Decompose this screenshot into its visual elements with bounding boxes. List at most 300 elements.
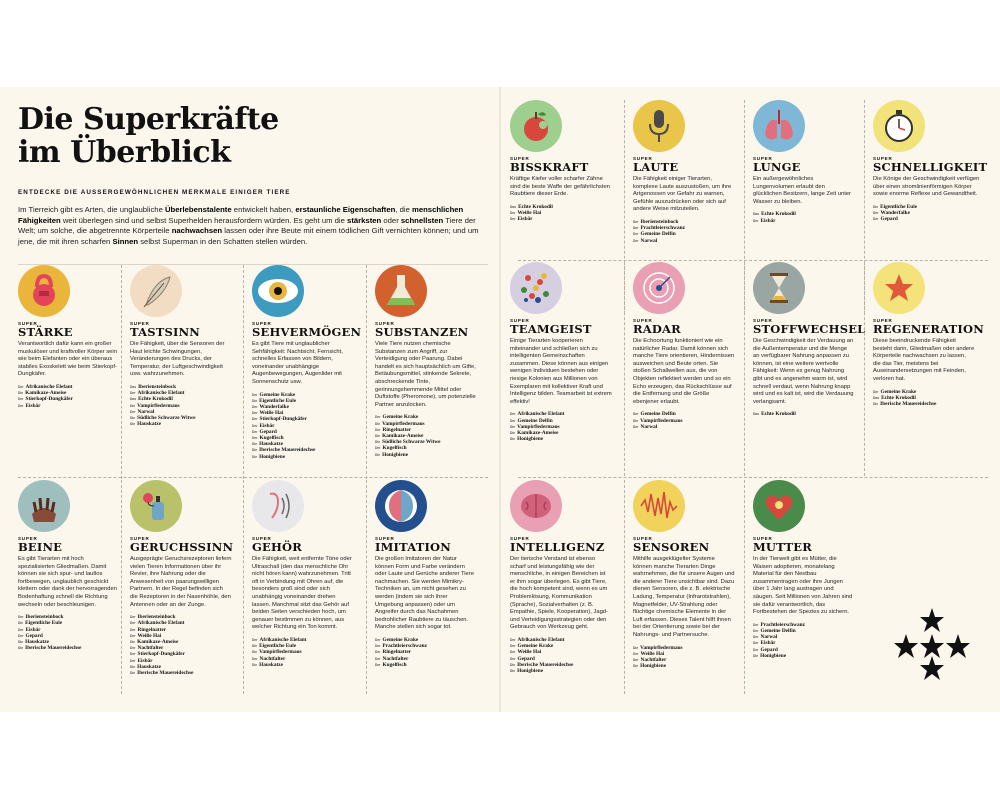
power-description: Ein außergewöhnliches Lungenvolumen erlaubt den glücklichen Besitzern, lange Zeit unter Wasser zu bleiben. (753, 176, 851, 205)
power-description: Die Geschwindigkeit der Verdauung an die Außentemperatur und die Menge an verfügbarer Nahrung anpassen zu können, ist eine weitere wertvolle Fähigkeit: Wenn es genug Nahrung gibt und es angenehm warm ist, wird schnell verdaut, wenn Nahrung knapp wird und es kalt ist, wird die Verdauung verlangsamt. (753, 338, 854, 405)
animal-article: Der (510, 418, 516, 423)
animal-article: Der (375, 446, 381, 451)
animal-article: Der (130, 646, 136, 651)
animal-list (510, 204, 612, 223)
animal-article: Der (510, 644, 516, 649)
animal-name: Kamikaze-Ameise (517, 429, 559, 436)
animal-name: Echte Krokodil (138, 396, 173, 403)
animal-list (633, 411, 735, 430)
animal-name: Gemeine Delfin (760, 627, 796, 634)
power-description: Die Fähigkeit einiger Tierarten, komplexe Laute auszustoßen, um ihre Artgenossen vor Gefahr zu warnen, Gefühle auszudrücken oder sich auf andere Weise mitzuteilen. (633, 176, 732, 213)
animal-name: Eisbär (137, 657, 153, 664)
animal-article: Die (753, 653, 759, 658)
power-description: Es gibt Tierarten mit hoch spezialisierten Gliedmaßen. Damit können sie sich spur- und lautlos fortbewegen, unglaublich geschickt klettern oder dank der hervorragenden Bodenhaftung schnell die Richtung wechseln oder beschleunigen. (18, 556, 117, 608)
animal-name: Honigbiene (640, 663, 667, 670)
animal-name: Nachtfalter (259, 655, 286, 662)
super-label: SUPER (753, 536, 773, 541)
animal-list (252, 637, 354, 668)
animal-article: Der (375, 656, 381, 661)
page-title (18, 103, 279, 169)
animal-name: Weiße Hai (517, 209, 542, 216)
kettlebell-icon (18, 265, 70, 317)
animal-name: Eisbär (517, 216, 533, 223)
perfume-icon (130, 480, 182, 532)
animal-article: Das (130, 384, 137, 389)
animal-list (18, 614, 120, 651)
feather-icon (130, 265, 182, 317)
title-line-1: Die Superkräfte (18, 102, 279, 137)
intro-run: schnellsten (400, 215, 444, 225)
animal-name: Nachtfalter (137, 645, 164, 652)
animal-name: Eisbär (25, 626, 41, 633)
animal-article: Der (252, 392, 258, 397)
power-card-staerke (18, 265, 130, 479)
animal-article: Der (753, 635, 759, 640)
animal-list (130, 614, 232, 676)
animal-name: Gemeine Krake (382, 414, 419, 421)
animal-name: Gepard (760, 646, 778, 653)
animal-article: Der (252, 435, 258, 440)
animal-name: Vampirfledermaus (640, 417, 683, 424)
animal-article: Die (130, 403, 136, 408)
animal-name: Iberiensteinbock (137, 614, 176, 621)
animal-article: Das (753, 212, 760, 217)
animal-article: Die (375, 452, 381, 457)
animal-name: Iberische Mauereidechse (25, 645, 82, 652)
power-name: GEHÖR (252, 540, 303, 554)
eye-icon (252, 265, 304, 317)
animal-name: Iberische Mauereidechse (517, 661, 574, 668)
animal-name: Honigbiene (259, 453, 286, 460)
animal-list (375, 637, 477, 668)
animal-list-item (510, 436, 612, 442)
animal-article: Die (252, 662, 258, 667)
intro-run: weit überlegen sind und selbst Superhelden herausfordern würden. Es geht um die (60, 215, 348, 225)
power-name: TEAMGEIST (510, 322, 592, 336)
power-card-intelligenz (510, 480, 622, 694)
power-card-radar (624, 262, 736, 476)
animal-name: Gepard (25, 632, 43, 639)
animal-list-item (252, 662, 354, 668)
animal-list-item (753, 653, 855, 659)
animal-name: Weiße Hai (137, 632, 162, 639)
rule-left-mid (18, 477, 488, 478)
ear-icon (252, 480, 304, 532)
intro-run: stärksten (347, 215, 382, 225)
animal-article: Die (130, 670, 136, 675)
animal-name: Honigbiene (382, 451, 409, 458)
power-card-substanzen (366, 265, 478, 479)
microphone-icon (633, 100, 685, 152)
animal-article: Die (873, 204, 879, 209)
starfish-icon (873, 262, 925, 314)
animal-name: Afrikanische Elefant (137, 390, 185, 397)
animal-list-item (130, 421, 232, 427)
power-name: SEHVERMÖGEN (252, 325, 362, 339)
animal-article: Der (510, 637, 516, 642)
page-subtitle: ENTDECKE DIE AUSSERGEWÖHNLICHEN MERKMALE EINIGER TIERE (18, 189, 291, 196)
page-gutter (499, 87, 501, 712)
animal-article: Der (130, 627, 136, 632)
animal-list (18, 384, 120, 409)
animal-article: Die (130, 422, 136, 427)
animal-list (753, 622, 855, 659)
animal-article: Der (510, 217, 516, 222)
animal-article: Die (130, 664, 136, 669)
animal-article: Der (252, 423, 258, 428)
waveform-icon (633, 480, 685, 532)
animal-list-item (633, 663, 735, 669)
power-name: GERUCHSSINN (130, 540, 234, 554)
power-card-stoffwechsel (744, 262, 866, 476)
animal-name: Ringelnatter (382, 426, 412, 433)
power-name: RADAR (633, 322, 681, 336)
power-name: TASTSINN (130, 325, 201, 339)
animal-list-item (375, 452, 477, 458)
animal-article: Der (18, 627, 24, 632)
animal-article: Der (375, 427, 381, 432)
power-description: In der Tierwelt gibt es Mütter, die Waisen adoptieren, monatelang Material für den Nestbau zusammentragen oder ihre Jungen über 1 Jahr lang austragen und säugen. Seit Millionen von Jahren sind sie dafür verantwortlich, das Fortbestehen der Spezies zu sichern. (753, 556, 853, 616)
animal-article: Die (18, 639, 24, 644)
super-label: SUPER (252, 321, 272, 326)
animal-name: Vampirfledermaus (382, 420, 425, 427)
animal-article: Der (18, 397, 24, 402)
power-description: Mithilfe ausgeklügelter Systeme können manche Tierarten Dinge wahrnehmen, die für unsere Augen und die anderer Tiere unsichtbar sind. Dazu dienen Sensoren, die z. B. elektrische Ladung, Temperatur (Infrarotstrahlen), Magnetfelder, UV-Strahlung oder flüchtige chemische Elemente in der Luft erfassen. Dieses Talent hilft ihnen bei der Orientierung sowie bei der Nahrungs- und Partnersuche. (633, 556, 735, 638)
power-description: Der tierische Verstand ist ebenso scharf und leistungsfähig wie der menschliche, in einigen Bereichen ist er ihm sogar überlegen. Es gibt Tiere, die hoch kompetent sind, wenn es um Problemlösung, Kommunikation (Sprache), Sozialverhalten (z. B. Empathie, Spiele, Kooperation), Jagd- und Verteidigungsstrategien oder den Gebrauch von Werkzeug geht. (510, 556, 608, 631)
animal-name: Afrikanische Elefant (259, 636, 307, 643)
animal-name: Narwal (760, 634, 778, 641)
animal-name: Afrikanische Elefant (517, 411, 565, 418)
power-description: Ausgeprägte Geruchsrezeptoren liefern vielen Tieren Informationen über ihr Revier, ihre Nahrung oder die Anwesenheit von paarungswilligen Partnern. In der Regel befinden sich die Rezeptoren in der Nasenhöhle, den Antennen oder an der Zunge. (130, 556, 232, 608)
power-description: Die großen Imitatoren der Natur können Form und Farbe verändern oder Laute und Gerüche anderer Tiere nachmachen. Sie werden Mimikry-Techniken an, um nicht gesehen zu werden (indem sie sich ihrer Umgebung anpassen) oder um Angreifer durch das Nachahmen bedrohlicher Raubtiere zu täuschen. Manche stellen sich sogar tot. (375, 556, 474, 631)
animal-article: Der (130, 409, 136, 414)
animal-name: Kugelfisch (259, 434, 284, 441)
animal-name: Stierkopf-Dungkäfer (259, 416, 307, 423)
intro-run: oder (381, 215, 401, 225)
animal-name: Iberiensteinbock (138, 383, 177, 390)
animal-article: Der (252, 656, 258, 661)
animal-name: Eigentliche Eule (880, 203, 918, 210)
animal-article: Der (633, 424, 639, 429)
animal-list-item (18, 645, 120, 651)
animal-name: Eigentliche Eule (25, 620, 63, 627)
animal-article: Die (510, 662, 516, 667)
heart-icon (753, 480, 805, 532)
animal-article: Die (510, 430, 516, 435)
intro-run: Sinnen (112, 236, 139, 246)
animal-name: Hauskatze (137, 421, 161, 428)
hourglass-icon (753, 262, 805, 314)
paw-icon (18, 480, 70, 532)
animal-article: Der (375, 662, 381, 667)
power-name: INTELLIGENZ (510, 540, 605, 554)
intro-run: nachwachsen (171, 226, 223, 236)
animal-name: Echte Krokodil (761, 411, 796, 418)
animal-name: Hauskatze (259, 441, 283, 448)
title-line-2: im Überblick (18, 135, 231, 170)
animal-name: Echte Krokodil (761, 211, 796, 218)
flask-icon (375, 265, 427, 317)
intro-run: Im Tierreich gibt es Arten, die unglaubliche (18, 205, 165, 214)
power-card-tastsinn (121, 265, 233, 479)
animal-name: Ringelnatter (382, 649, 412, 656)
animal-name: Südliche Schwarze Witwe (137, 414, 196, 421)
animal-article: Der (510, 650, 516, 655)
power-description: Die Könige der Geschwindigkeit verfügen über einen stromlinienförmigen Körper sowie enorme Reflexe und Gewandtheit. (873, 176, 980, 198)
animal-article: Der (252, 417, 258, 422)
animal-name: Iberische Mauereidechse (137, 669, 194, 676)
power-name: MUTTER (753, 540, 812, 554)
animal-article: Der (252, 637, 258, 642)
animal-name: Kugelfisch (382, 661, 407, 668)
animal-list-item (753, 411, 855, 417)
animal-name: Eigentliche Eule (259, 643, 297, 650)
animal-article: Der (753, 628, 759, 633)
power-card-geruchssinn (121, 480, 233, 694)
animal-name: Gepard (517, 655, 535, 662)
power-name: REGENERATION (873, 322, 984, 336)
animal-list-item (633, 238, 735, 244)
animal-name: Hauskatze (137, 663, 161, 670)
animal-name: Wanderfalke (880, 209, 910, 216)
molecule-icon (510, 262, 562, 314)
rule-right-low (518, 477, 988, 478)
animal-article: Der (633, 657, 639, 662)
intro-run: selbst Superman in den Schatten stellen würden. (138, 236, 308, 246)
animal-name: Narwal (137, 408, 155, 415)
animal-article: Der (753, 641, 759, 646)
animal-name: Hauskatze (259, 661, 283, 668)
power-name: BEINE (18, 540, 63, 554)
super-label: SUPER (873, 156, 893, 161)
animal-name: Echte Krokodil (881, 394, 916, 401)
animal-name: Eigentliche Eule (259, 397, 297, 404)
animal-list-item (18, 403, 120, 409)
animal-article: Die (252, 442, 258, 447)
animal-name: Nachtfalter (640, 656, 667, 663)
animal-list (873, 389, 975, 408)
animal-article: Der (130, 621, 136, 626)
mask-icon (375, 480, 427, 532)
animal-article: Die (252, 650, 258, 655)
radar-icon (633, 262, 685, 314)
animal-name: Eisbär (760, 640, 776, 647)
animal-name: Gemeine Krake (517, 643, 554, 650)
animal-name: Honigbiene (517, 667, 544, 674)
animal-name: Eisbär (760, 217, 776, 224)
animal-list-item (633, 424, 735, 430)
animal-name: Narwal (640, 423, 658, 430)
intro-run: entwickelt haben, (231, 205, 296, 214)
animal-article: Das (130, 397, 137, 402)
power-description: Es gibt Tiere mit unglaublicher Sehfähigkeit: Nachtsicht, Fernsicht, schnelles Erfassen von Bildern, voneinander unabhängige Augenbewegungen, Augenlider mit Sonnenschutz usw. (252, 341, 343, 385)
intro-run: menschlichen Fähigkeiten (18, 205, 464, 225)
intro-run: lassen oder ihre Beute mit einem tödlichen Gift vernichten können; und um jene, die mit ihren scharfen (18, 226, 479, 246)
animal-article: Der (18, 615, 24, 620)
super-label: SUPER (18, 536, 38, 541)
animal-name: Vampirfledermaus (517, 423, 560, 430)
animal-article: Die (510, 668, 516, 673)
power-name: SCHNELLIGKEIT (873, 160, 988, 174)
power-description: Einige Tierarten kooperieren miteinander und schließen sich zu intelligenten Gemeinschaften zusammen. Diese können aus einigen wenigen Individuen bestehen oder riesige Kolonien aus Millionen von Exemplaren mit kollektiver Kraft und Intelligenz bilden. Teamarbeit ist extrem effektiv! (510, 338, 612, 405)
animal-name: Gepard (259, 428, 277, 435)
super-label: SUPER (130, 321, 150, 326)
intro-run: , die (395, 205, 412, 214)
super-label: SUPER (252, 536, 272, 541)
animal-name: Weiße Hai (517, 649, 542, 656)
animal-name: Narwal (640, 237, 658, 244)
animal-article: Die (633, 664, 639, 669)
animal-list (510, 411, 612, 442)
intro-run: erstaunliche Eigenschaften (295, 205, 396, 214)
animal-list-item (873, 216, 987, 222)
animal-list (375, 414, 477, 457)
animal-name: Kamikaze-Ameise (25, 390, 67, 397)
animal-article: Die (18, 621, 24, 626)
animal-name: Gemeine Krake (259, 391, 296, 398)
animal-article: Die (510, 437, 516, 442)
animal-list-item (753, 218, 855, 224)
brain-icon (510, 480, 562, 532)
animal-article: Der (633, 219, 639, 224)
animal-article: Die (633, 645, 639, 650)
power-name: SENSOREN (633, 540, 710, 554)
animal-list (252, 392, 354, 460)
power-name: SUBSTANZEN (375, 325, 469, 339)
super-label: SUPER (510, 318, 530, 323)
animal-article: Die (252, 398, 258, 403)
animal-article: Die (130, 639, 136, 644)
animal-article: Der (633, 232, 639, 237)
power-description: Diese beeindruckende Fähigkeit besteht darin, Gliedmaßen oder andere Körperteile nachwachsen zu lassen, die das Tier, meistens bei Auseinandersetzungen mit Feinden, verloren hat. (873, 338, 975, 382)
power-description: Die Fähigkeit, über die Sensoren der Haut leichte Schwingungen, Veränderungen des Drucks, der Temperatur, der Luftgeschwindigkeit usw. wahrzunehmen. (130, 341, 225, 378)
power-name: STÄRKE (18, 325, 73, 339)
animal-article: Das (753, 412, 760, 417)
animal-name: Eisbär (259, 422, 275, 429)
animal-name: Wanderfalke (259, 403, 289, 410)
animal-article: Der (252, 429, 258, 434)
animal-list (753, 411, 855, 417)
animal-article: Der (633, 226, 639, 231)
animal-article: Die (510, 424, 516, 429)
animal-article: Der (252, 411, 258, 416)
animal-list-item (510, 668, 612, 674)
animal-article: Der (873, 389, 879, 394)
animal-article: Die (252, 448, 258, 453)
intro-run: Tiere der Welt; um solche, die abgetrennte Körperteile (18, 215, 476, 236)
animal-name: Ringelnatter (137, 626, 167, 633)
animal-article: Der (130, 391, 136, 396)
animal-article: Der (130, 658, 136, 663)
animal-name: Gepard (880, 216, 898, 223)
animal-article: Der (18, 384, 24, 389)
animal-name: Vampirfledermaus (259, 649, 302, 656)
super-label: SUPER (633, 318, 653, 323)
animal-article: Die (375, 433, 381, 438)
animal-article: Der (375, 650, 381, 655)
animal-name: Kamikaze-Ameise (382, 432, 424, 439)
power-card-gehoer (243, 480, 355, 694)
stopwatch-icon (873, 100, 925, 152)
super-label: SUPER (130, 536, 150, 541)
animal-name: Gemeine Krake (382, 636, 419, 643)
animal-name: Vampirfledermaus (137, 402, 180, 409)
animal-name: Echte Krokodil (518, 203, 553, 210)
rule-left-top (18, 264, 488, 265)
super-label: SUPER (753, 318, 773, 323)
animal-article: Der (510, 210, 516, 215)
animal-name: Stierkopf-Dungkäfer (25, 396, 73, 403)
animal-list-item (510, 216, 612, 222)
super-label: SUPER (753, 156, 773, 161)
animal-article: Der (753, 647, 759, 652)
animal-name: Honigbiene (517, 436, 544, 443)
animal-article: Die (252, 644, 258, 649)
animal-name: Gemeine Delfin (640, 231, 676, 238)
animal-list-item (873, 401, 975, 407)
power-description: Kräftige Kiefer voller scharfer Zähne sind die beste Waffe der gefährlichsten Raubtiere dieser Erde. (510, 176, 610, 198)
animal-list (510, 637, 612, 674)
animal-name: Iberiensteinbock (25, 614, 64, 621)
animal-article: Der (633, 651, 639, 656)
super-label: SUPER (633, 156, 653, 161)
animal-name: Weiße Hai (259, 410, 284, 417)
animal-name: Iberische Mauereidechse (880, 400, 937, 407)
power-description: Viele Tiere nutzen chemische Substanzen zum Angriff, zur Verteidigung oder Paarung. Dabei handelt es sich hauptsächlich um Gifte, Betäubungsmittel, stinkende Sekrete, abschreckende Tinte, gerinnungshemmende Mittel oder Duftstoffe (Pheromone), um potenzielle Partner anzulocken. (375, 341, 476, 408)
animal-article: Das (510, 204, 517, 209)
power-card-regeneration (864, 262, 984, 476)
power-card-beine (18, 480, 130, 694)
animal-name: Gemeine Delfin (517, 417, 553, 424)
animal-article: Die (375, 440, 381, 445)
super-label: SUPER (375, 536, 395, 541)
animal-article: Der (18, 633, 24, 638)
animal-name: Südliche Schwarze Witwe (382, 439, 441, 446)
power-description: Die Echoortung funktioniert wie ein natürlicher Radar. Damit können sich manche Tiere orientieren, Hindernissen ausweichen und Beute orten. Sie stoßen Schallwellen aus, die von Objekten reflektiert werden und so ein Echo erzeugen, das Rückschlüsse auf die Entfernung und die Größe ebenjener erlaubt. (633, 338, 735, 405)
animal-article: Der (375, 644, 381, 649)
super-label: SUPER (633, 536, 653, 541)
animal-article: Das (873, 395, 880, 400)
power-card-teamgeist (510, 262, 622, 476)
power-card-imitation (366, 480, 478, 694)
animal-name: Kamikaze-Ameise (137, 638, 179, 645)
power-card-sehvermoegen (243, 265, 362, 479)
animal-article: Der (130, 652, 136, 657)
animal-name: Hauskatze (25, 638, 49, 645)
animal-article: Die (873, 401, 879, 406)
animal-article: Der (753, 218, 759, 223)
rule-right-mid (518, 260, 988, 261)
animal-article: Der (873, 217, 879, 222)
animal-article: Der (18, 403, 24, 408)
animal-article: Die (633, 418, 639, 423)
animal-article: Der (130, 633, 136, 638)
animal-name: Iberiensteinbock (640, 218, 679, 225)
animal-name: Gemeine Delfin (640, 411, 676, 418)
animal-list-item (375, 662, 477, 668)
animal-name: Eisbär (25, 402, 41, 409)
animal-article: Die (18, 646, 24, 651)
animal-name: Weiße Hai (640, 650, 665, 657)
power-card-mutter (744, 480, 856, 694)
power-name: STOFFWECHSEL (753, 322, 866, 336)
super-label: SUPER (375, 321, 395, 326)
animal-name: Prachtleierschwanz (382, 643, 427, 650)
power-name: IMITATION (375, 540, 451, 554)
animal-name: Gemeine Krake (880, 388, 917, 395)
lungs-icon (753, 100, 805, 152)
animal-name: Honigbiene (760, 652, 787, 659)
